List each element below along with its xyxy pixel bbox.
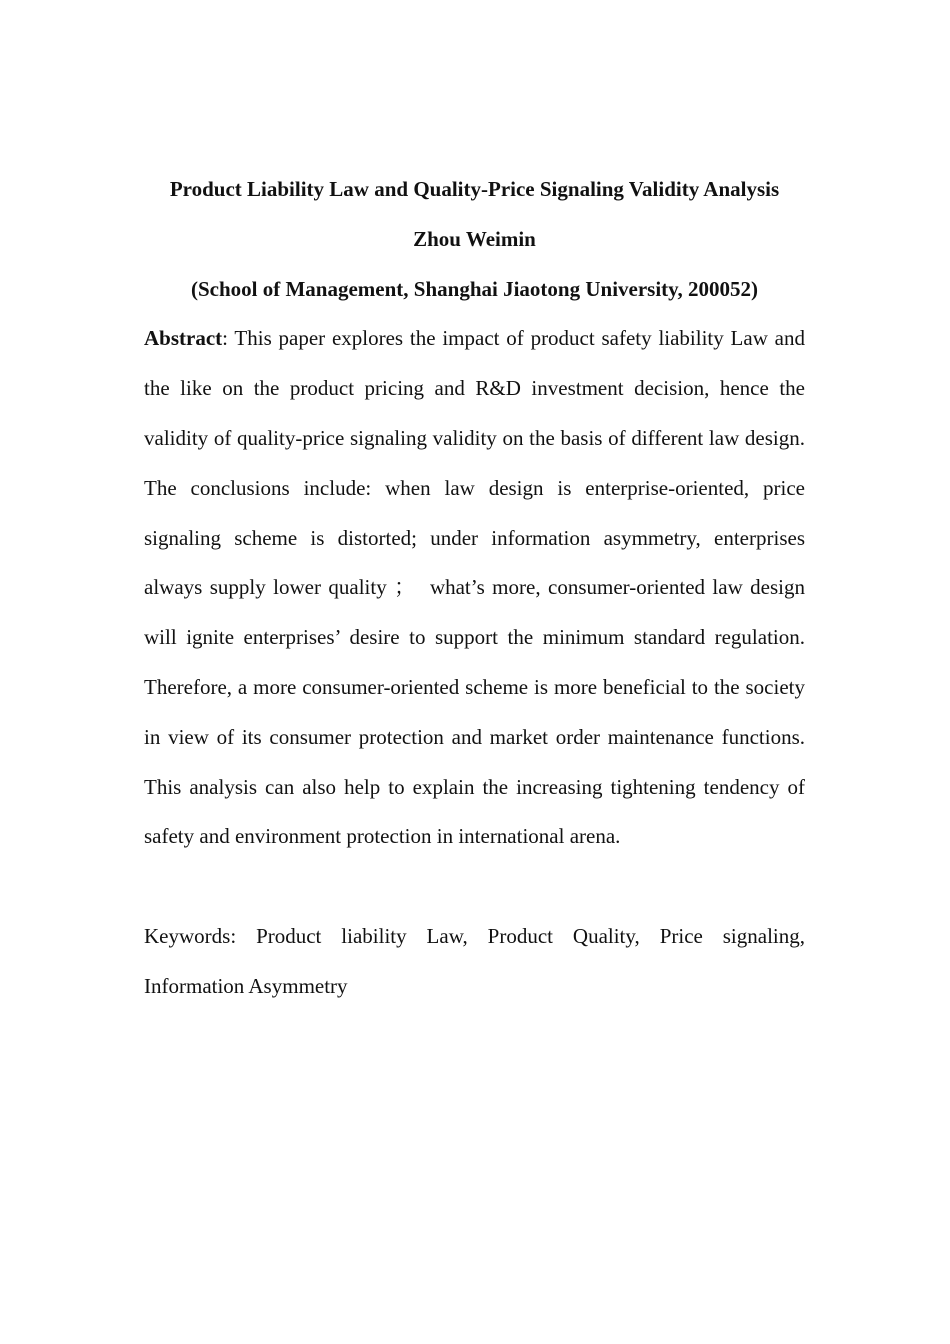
abstract-paragraph xyxy=(144,314,805,862)
paper-content xyxy=(144,165,805,1012)
paper-author: Zhou Weimin xyxy=(413,226,536,251)
abstract-text: : This paper explores the impact of product safety liability Law and the like on the product pricing and R&D investment decision, hence the validity of quality-price signaling validity on the basis of different law design. The conclusions include: when law design is enterprise-oriented, price signaling scheme is distorted; under information asymmetry, enterprises always supply lower quality ； what’s more, consumer-oriented law design will ignite enterprises’ desire to support the minimum standard regulation. Therefore, a more consumer-oriented scheme is more beneficial to the society in view of its consumer protection and market order maintenance functions. This analysis can also help to explain the increasing tightening tendency of safety and environment protection in international arena. xyxy=(144,326,805,849)
paper-title: Product Liability Law and Quality-Price Signaling Validity Analysis xyxy=(169,177,780,201)
section-spacer xyxy=(144,862,805,912)
abstract-label: Abstract xyxy=(144,326,223,351)
paper-affiliation: (School of Management, Shanghai Jiaotong University, 200052) xyxy=(190,276,759,301)
keywords-paragraph: Keywords: Product liability Law, Product Quality, Price signaling, Information Asymmetry xyxy=(144,923,805,998)
